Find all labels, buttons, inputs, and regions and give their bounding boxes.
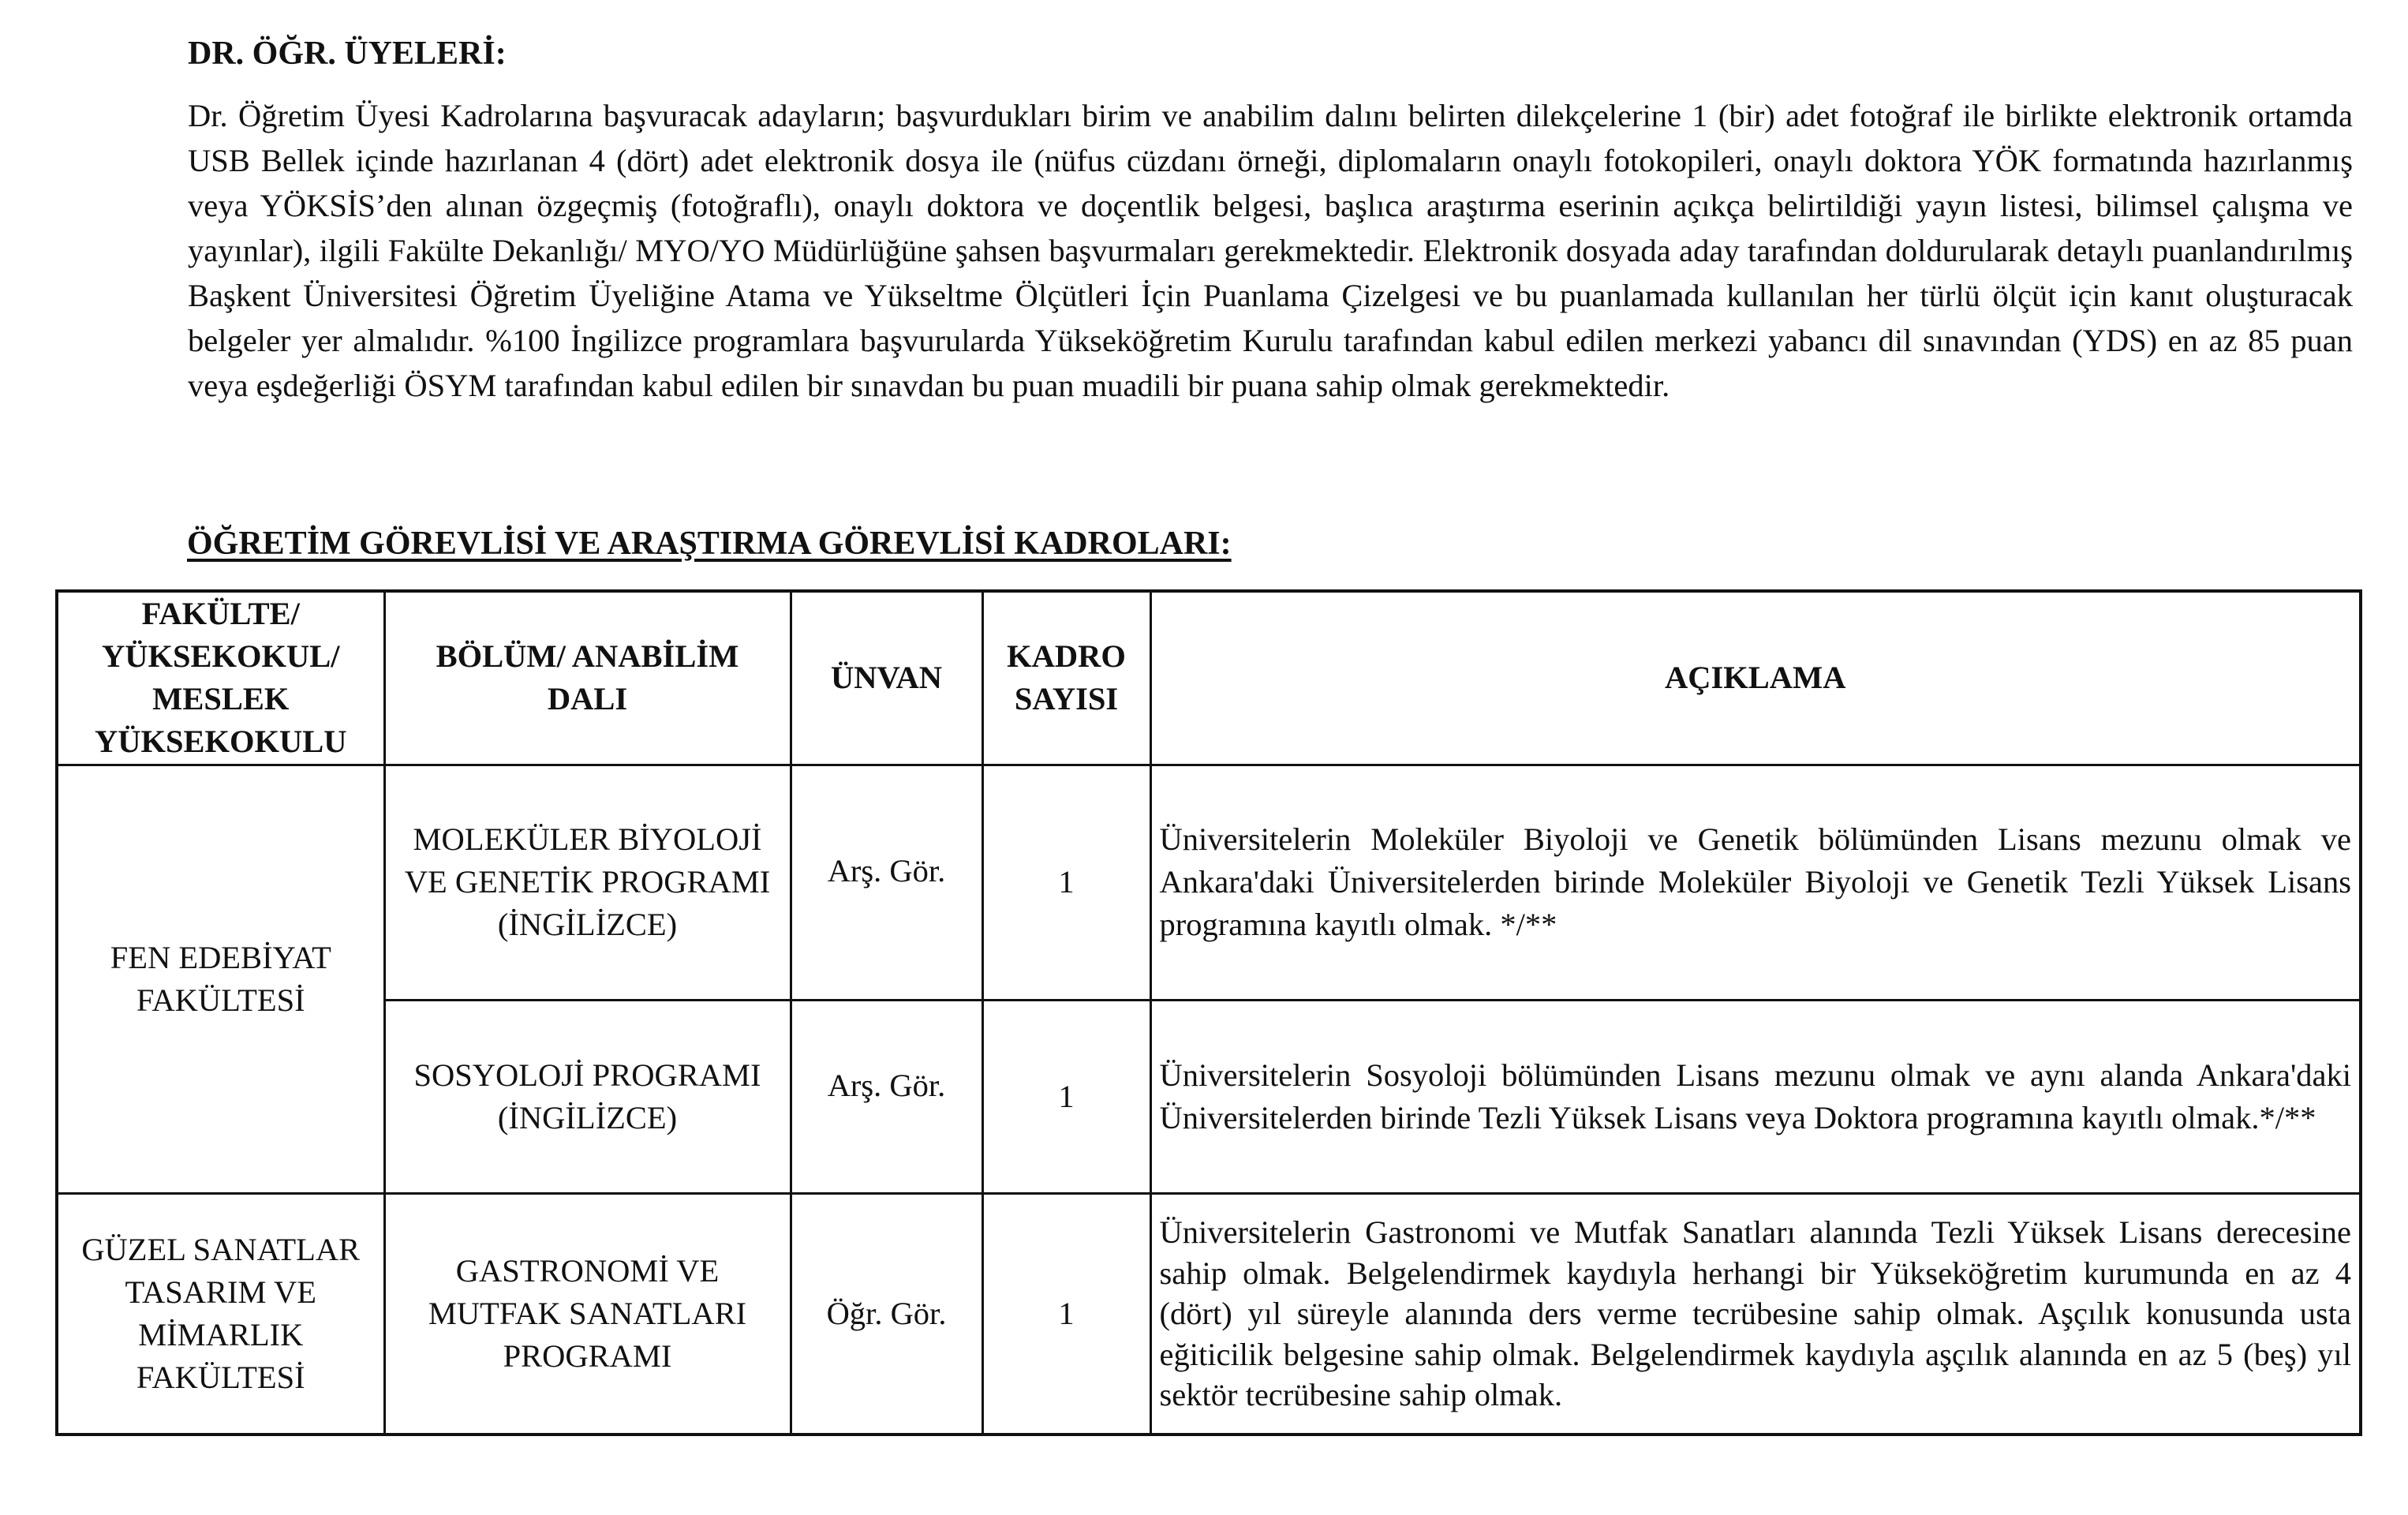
table-row (57, 1193, 2361, 1435)
description-cell: Üniversitelerin Moleküler Biyoloji ve Genetik bölümünden Lisans mezunu olmak ve Ankara'daki Üniversitelerden birinde Moleküler Biyoloji ve Genetik Tezli Yüksek Lisans programına kayıtlı olmak. */** (1150, 765, 2361, 1000)
table-row (57, 1000, 2361, 1193)
faculty-cell: FEN EDEBİYAT FAKÜLTESİ (57, 765, 384, 1193)
header-faculty: FAKÜLTE/ YÜKSEKOKUL/ MESLEK YÜKSEKOKULU (57, 591, 384, 765)
title-cell (791, 765, 982, 1000)
description-cell: Üniversitelerin Gastronomi ve Mutfak Sanatları alanında Tezli Yüksek Lisans derecesine sahip olmak. Belgelendirmek kaydıyla herhangi bir Yükseköğretim kurumunda en az 4 (dört) yıl süreyle alanında ders verme tecrübesine sahip olmak. Aşçılık konusunda usta eğiticilik belgesine sahip olmak. Belgelendirmek kaydıyla aşçılık alanında en az 5 (beş) yıl sektör tecrübesine sahip olmak. (1150, 1193, 2361, 1435)
position-table (55, 589, 2362, 1436)
department-cell: GASTRONOMİ VE MUTFAK SANATLARI PROGRAMI (384, 1193, 791, 1435)
header-title: ÜNVAN (791, 591, 982, 765)
table-header-row (57, 591, 2361, 765)
description-cell: Üniversitelerin Sosyoloji bölümünden Lisans mezunu olmak ve aynı alanda Ankara'daki Üniversitelerden birinde Tezli Yüksek Lisans veya Doktora programına kayıtlı olmak.*/** (1150, 1000, 2361, 1193)
faculty-cell: GÜZEL SANATLAR TASARIM VE MİMARLIK FAKÜLTESİ (57, 1193, 384, 1435)
title-cell (791, 1000, 982, 1193)
title-cell: Öğr. Gör. (791, 1193, 982, 1435)
title-value: Arş. Gör. (827, 1067, 946, 1103)
count-cell: 1 (982, 1193, 1150, 1435)
table-row (57, 765, 2361, 1000)
section-title-dr-ogr-uyeleri: DR. ÖĞR. ÜYELERİ: (188, 36, 507, 72)
application-requirements-paragraph: Dr. Öğretim Üyesi Kadrolarına başvuracak adayların; başvurdukları birim ve anabilim dalını belirten dilekçelerine 1 (bir) adet fotoğraf ile birlikte elektronik ortamda USB Bellek içinde hazırlanan 4 (dört) adet elektronik dosya ile (nüfus cüzdanı örneği, diplomaların onaylı fotokopileri, onaylı doktora YÖK formatında hazırlanmış veya YÖKSİS’den alınan özgeçmiş (fotoğraflı), onaylı doktora ve doçentlik belgesi, başlıca araştırma eserinin açıkça belirtildiği yayın listesi, bilimsel çalışma ve yayınlar), ilgili Fakülte Dekanlığı/ MYO/YO Müdürlüğüne şahsen başvurmaları gerekmektedir. Elektronik dosyada aday tarafından doldurularak detaylı puanlandırılmış Başkent Üniversitesi Öğretim Üyeliğine Atama ve Yükseltme Ölçütleri İçin Puanlama Çizelgesi ve bu puanlamada kullanılan her türlü ölçüt için kanıt oluşturacak belgeler yer almalıdır. %100 İngilizce programlara başvurularda Yükseköğretim Kurulu tarafından kabul edilen merkezi yabancı dil sınavından (YDS) en az 85 puan veya eşdeğerliği ÖSYM tarafından kabul edilen bir sınavdan bu puan muadili bir puana sahip olmak gerekmektedir. (188, 98, 2353, 403)
count-cell: 1 (982, 765, 1150, 1000)
department-cell: MOLEKÜLER BİYOLOJİ VE GENETİK PROGRAMI (İNGİLİZCE) (384, 765, 791, 1000)
department-cell: SOSYOLOJİ PROGRAMI (İNGİLİZCE) (384, 1000, 791, 1193)
section-heading-ogretim-arastirma: ÖĞRETİM GÖREVLİSİ VE ARAŞTIRMA GÖREVLİSİ KADROLARI: (187, 526, 1232, 562)
title-value: Arş. Gör. (827, 853, 946, 888)
header-count: KADRO SAYISI (982, 591, 1150, 765)
header-department: BÖLÜM/ ANABİLİM DALI (384, 591, 791, 765)
count-cell: 1 (982, 1000, 1150, 1193)
header-description: AÇIKLAMA (1150, 591, 2361, 765)
